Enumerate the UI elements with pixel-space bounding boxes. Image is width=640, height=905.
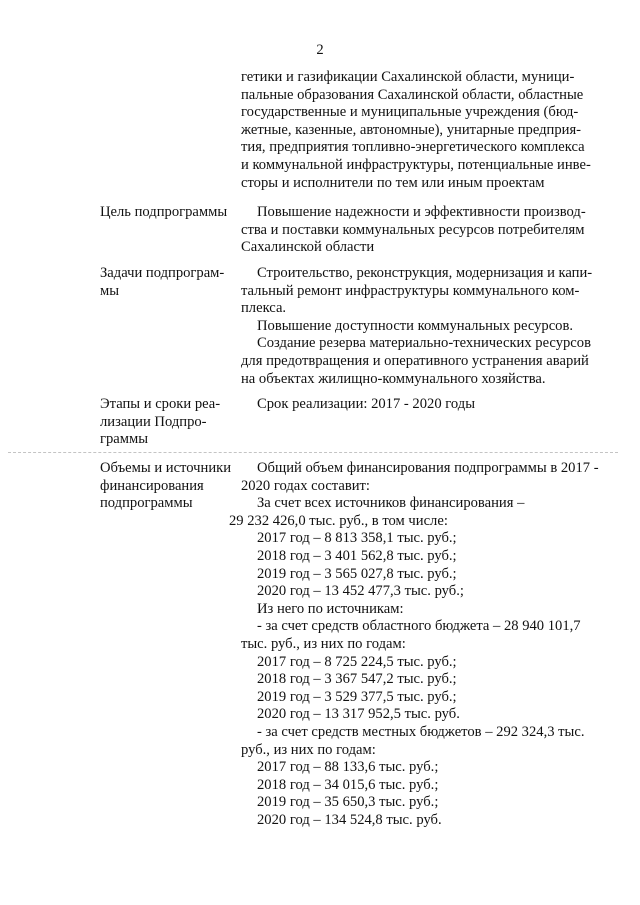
page-number: 2 xyxy=(316,42,324,58)
funding-local-year: 2018 год – 34 015,6 тыс. руб.; xyxy=(257,776,439,793)
tasks-line: тальный ремонт инфраструктуры коммунального ком- xyxy=(241,282,580,299)
funding-all-line: За счет всех источников финансирования – xyxy=(257,495,525,512)
participants-continuation xyxy=(241,69,601,192)
funding-regional-year: 2018 год – 3 367 547,2 тыс. руб.; xyxy=(257,671,457,688)
funding-content xyxy=(229,460,601,829)
funding-intro-line: 2020 годах составит: xyxy=(241,477,370,494)
continuation-line: пальные образования Сахалинской области, областные xyxy=(241,86,584,103)
continuation-line: сторы и исполнители по тем или иным проектам xyxy=(241,174,545,191)
funding-local-year: 2020 год – 134 524,8 тыс. руб. xyxy=(257,811,442,828)
funding-regional-year: 2020 год – 13 317 952,5 тыс. руб. xyxy=(257,706,460,723)
funding-intro-line: Общий объем финансирования подпрограммы в 2017 - xyxy=(257,460,599,476)
scan-artifact-rule xyxy=(8,452,618,453)
tasks-line: для предотвращения и оперативного устранения аварий xyxy=(241,352,589,369)
continuation-line: государственные и муниципальные учреждения (бюд- xyxy=(241,104,579,121)
tasks-content xyxy=(241,265,601,388)
funding-all-year: 2017 год – 8 813 358,1 тыс. руб.; xyxy=(257,530,457,547)
funding-local-line: - за счет средств местных бюджетов – 292 324,3 тыс. xyxy=(257,723,585,740)
funding-all-year: 2020 год – 13 452 477,3 тыс. руб.; xyxy=(257,583,464,600)
tasks-line: Повышение доступности коммунальных ресурсов. xyxy=(257,317,574,334)
stages-text: Срок реализации: 2017 - 2020 годы xyxy=(257,396,476,412)
goal-line: Сахалинской области xyxy=(241,239,375,256)
continuation-line: тия, предприятия топливно-энергетического комплекса xyxy=(241,139,585,156)
funding-regional-line: тыс. руб., из них по годам: xyxy=(241,635,406,652)
tasks-label-text: Задачи подпрограм-мы xyxy=(100,265,225,299)
funding-regional-line: - за счет средств областного бюджета – 28 940 101,7 xyxy=(257,618,581,635)
stages-content xyxy=(241,396,601,414)
funding-label-text: Объемы и источники финансирования подпрограммы xyxy=(100,460,232,512)
funding-regional-year: 2017 год – 8 725 224,5 тыс. руб.; xyxy=(257,653,457,670)
tasks-line: Строительство, реконструкция, модернизация и капи- xyxy=(257,265,593,281)
goal-content xyxy=(241,204,601,257)
funding-regional-year: 2019 год – 3 529 377,5 тыс. руб.; xyxy=(257,688,457,705)
funding-local-line: руб., из них по годам: xyxy=(241,741,376,758)
tasks-label xyxy=(100,265,240,300)
funding-all-line: 29 232 426,0 тыс. руб., в том числе: xyxy=(229,512,448,529)
continuation-line: гетики и газификации Сахалинской области, муници- xyxy=(241,69,575,85)
funding-local-year: 2019 год – 35 650,3 тыс. руб.; xyxy=(257,794,439,811)
tasks-line: плекса. xyxy=(241,300,287,317)
funding-all-year: 2019 год – 3 565 027,8 тыс. руб.; xyxy=(257,565,457,582)
continuation-line: жетные, казенные, автономные), унитарные предприя- xyxy=(241,121,582,138)
funding-by-source-heading: Из него по источникам: xyxy=(257,600,404,617)
funding-label xyxy=(100,460,240,513)
stages-label-text: Этапы и сроки реа-лизации Подпро-граммы xyxy=(100,396,221,448)
goal-line: Повышение надежности и эффективности производ- xyxy=(257,204,586,220)
stages-label xyxy=(100,396,240,449)
continuation-line: и коммунальной инфраструктуры, потенциальные инве- xyxy=(241,156,591,173)
goal-label xyxy=(100,204,240,222)
funding-all-year: 2018 год – 3 401 562,8 тыс. руб.; xyxy=(257,547,457,564)
funding-local-year: 2017 год – 88 133,6 тыс. руб.; xyxy=(257,759,439,776)
tasks-line: Создание резерва материально-технических ресурсов xyxy=(257,335,591,352)
tasks-line: на объектах жилищно-коммунального хозяйства. xyxy=(241,370,546,387)
goal-line: ства и поставки коммунальных ресурсов потребителям xyxy=(241,221,585,238)
goal-label-text: Цель подпрограммы xyxy=(100,204,228,220)
